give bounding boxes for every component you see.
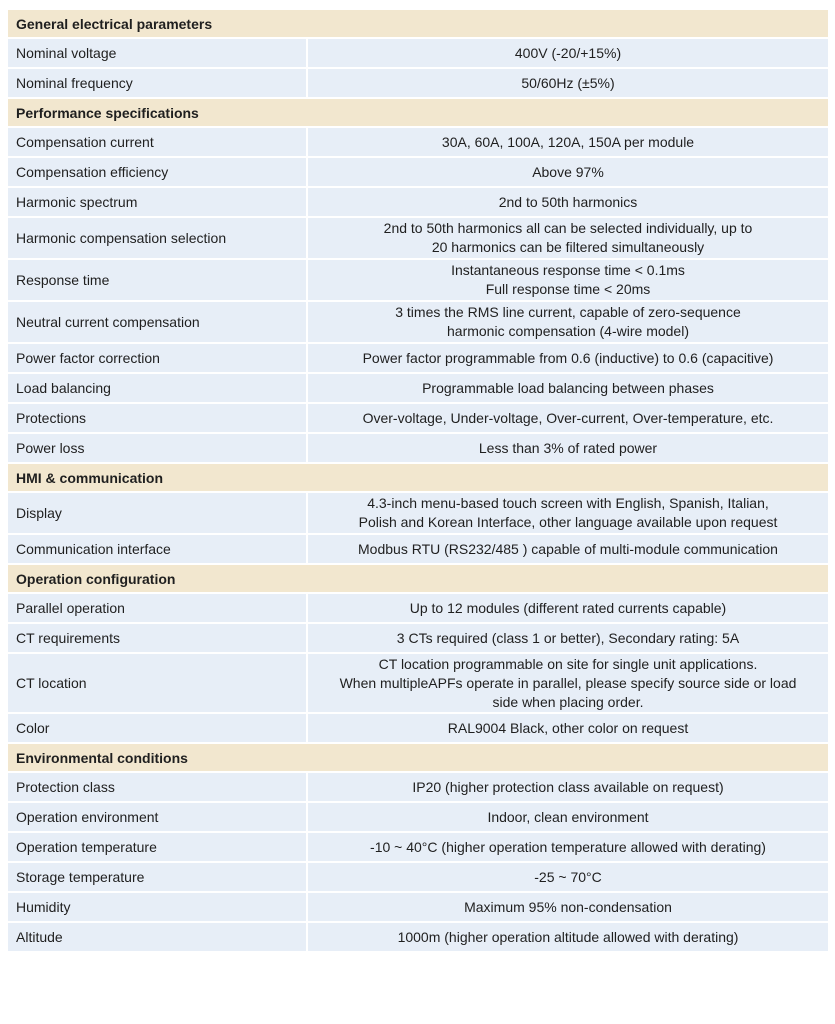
parameter-label: Protection class (8, 773, 308, 801)
parameter-value (308, 893, 828, 921)
parameter-label: Power loss (8, 434, 308, 462)
parameter-label: Protections (8, 404, 308, 432)
parameter-value-line: IP20 (higher protection class available on request) (412, 778, 724, 795)
parameter-value-line: Less than 3% of rated power (478, 439, 658, 456)
parameter-value (308, 218, 828, 258)
parameter-label: Display (8, 493, 308, 533)
parameter-value (308, 260, 828, 300)
table-row (8, 863, 828, 891)
parameter-value (308, 624, 828, 652)
section-header-row (8, 565, 828, 592)
parameter-value (308, 39, 828, 67)
parameter-value-line: 3 times the RMS line current, capable of zero-sequence (395, 304, 741, 320)
table-row (8, 803, 828, 831)
parameter-label: Nominal voltage (8, 39, 308, 67)
table-row (8, 535, 828, 563)
table-row (8, 344, 828, 372)
parameter-value (308, 434, 828, 462)
parameter-value (308, 404, 828, 432)
parameter-value-line: Up to 12 modules (different rated currents capable) (409, 599, 727, 616)
section-header-row (8, 10, 828, 37)
table-row (8, 773, 828, 801)
table-row (8, 923, 828, 951)
parameter-value (308, 923, 828, 951)
section-title: Performance specifications (8, 99, 828, 126)
table-row (8, 654, 828, 712)
parameter-label: Storage temperature (8, 863, 308, 891)
parameter-label: Harmonic spectrum (8, 188, 308, 216)
specification-table-body (8, 10, 828, 951)
section-header-row (8, 99, 828, 126)
parameter-value-line: 1000m (higher operation altitude allowed with derating) (397, 928, 739, 945)
parameter-label: Color (8, 714, 308, 742)
section-header-row (8, 744, 828, 771)
parameter-value (308, 714, 828, 742)
parameter-label: Communication interface (8, 535, 308, 563)
table-row (8, 218, 828, 258)
parameter-value-line: 50/60Hz (±5%) (521, 74, 615, 91)
parameter-value (308, 773, 828, 801)
parameter-value-line: Indoor, clean environment (487, 808, 649, 825)
parameter-label: Parallel operation (8, 594, 308, 622)
parameter-label: Compensation efficiency (8, 158, 308, 186)
parameter-value-line: harmonic compensation (4-wire model) (447, 323, 689, 339)
parameter-value (308, 833, 828, 861)
parameter-value (308, 803, 828, 831)
parameter-value-line: 2nd to 50th harmonics all can be selected individually, up to (383, 220, 753, 236)
parameter-label: Power factor correction (8, 344, 308, 372)
parameter-label: Compensation current (8, 128, 308, 156)
table-row (8, 188, 828, 216)
parameter-value-line: CT location programmable on site for single unit applications. (378, 655, 758, 672)
parameter-label: Operation environment (8, 803, 308, 831)
parameter-value-line: RAL9004 Black, other color on request (447, 719, 689, 736)
parameter-value-line: 400V (-20/+15%) (514, 44, 622, 61)
parameter-value-line: 4.3-inch menu-based touch screen with English, Spanish, Italian, (367, 495, 769, 511)
parameter-value (308, 128, 828, 156)
specification-table (8, 8, 828, 953)
parameter-value (308, 654, 828, 712)
parameter-value-line: Full response time < 20ms (485, 281, 651, 297)
parameter-value-line: side when placing order. (492, 693, 644, 710)
table-row (8, 128, 828, 156)
table-row (8, 260, 828, 300)
table-row (8, 594, 828, 622)
table-row (8, 302, 828, 342)
parameter-value-line: Power factor programmable from 0.6 (inductive) to 0.6 (capacitive) (362, 349, 774, 366)
section-header-row (8, 464, 828, 491)
parameter-value (308, 863, 828, 891)
table-row (8, 69, 828, 97)
parameter-label: Load balancing (8, 374, 308, 402)
section-title: Environmental conditions (8, 744, 828, 771)
parameter-value-line: 20 harmonics can be filtered simultaneously (431, 239, 705, 255)
parameter-value (308, 69, 828, 97)
table-row (8, 624, 828, 652)
parameter-label: CT requirements (8, 624, 308, 652)
parameter-value-line: When multipleAPFs operate in parallel, please specify source side or load (339, 674, 797, 691)
parameter-value-line: Polish and Korean Interface, other language available upon request (358, 514, 778, 530)
parameter-label: Harmonic compensation selection (8, 218, 308, 258)
parameter-value-line: -25 ~ 70°C (534, 868, 602, 885)
table-row (8, 158, 828, 186)
section-title: HMI & communication (8, 464, 828, 491)
section-title: General electrical parameters (8, 10, 828, 37)
parameter-value (308, 594, 828, 622)
parameter-value (308, 158, 828, 186)
parameter-value-line: Maximum 95% non-condensation (464, 898, 672, 915)
table-row (8, 893, 828, 921)
parameter-value-line: Instantaneous response time < 0.1ms (451, 262, 685, 278)
parameter-value-line: 30A, 60A, 100A, 120A, 150A per module (441, 133, 695, 150)
parameter-value (308, 374, 828, 402)
table-row (8, 714, 828, 742)
parameter-value-line: Over-voltage, Under-voltage, Over-current, Over-temperature, etc. (362, 409, 774, 426)
table-row (8, 374, 828, 402)
parameter-value-line: Above 97% (532, 163, 604, 180)
parameter-label: Operation temperature (8, 833, 308, 861)
parameter-value (308, 302, 828, 342)
parameter-label: Response time (8, 260, 308, 300)
parameter-value-line: -10 ~ 40°C (higher operation temperature allowed with derating) (370, 838, 766, 855)
table-row (8, 434, 828, 462)
parameter-value (308, 535, 828, 563)
table-row (8, 404, 828, 432)
parameter-label: Nominal frequency (8, 69, 308, 97)
parameter-value-line: Programmable load balancing between phases (422, 379, 714, 396)
table-row (8, 833, 828, 861)
parameter-label: CT location (8, 654, 308, 712)
table-row (8, 39, 828, 67)
parameter-value-line: Modbus RTU (RS232/485 ) capable of multi-module communication (358, 540, 778, 557)
parameter-value (308, 493, 828, 533)
section-title: Operation configuration (8, 565, 828, 592)
parameter-value-line: 2nd to 50th harmonics (498, 193, 638, 210)
parameter-value-line: 3 CTs required (class 1 or better), Secondary rating: 5A (396, 629, 740, 646)
parameter-label: Altitude (8, 923, 308, 951)
parameter-label: Neutral current compensation (8, 302, 308, 342)
parameter-value (308, 188, 828, 216)
parameter-value (308, 344, 828, 372)
table-row (8, 493, 828, 533)
parameter-label: Humidity (8, 893, 308, 921)
